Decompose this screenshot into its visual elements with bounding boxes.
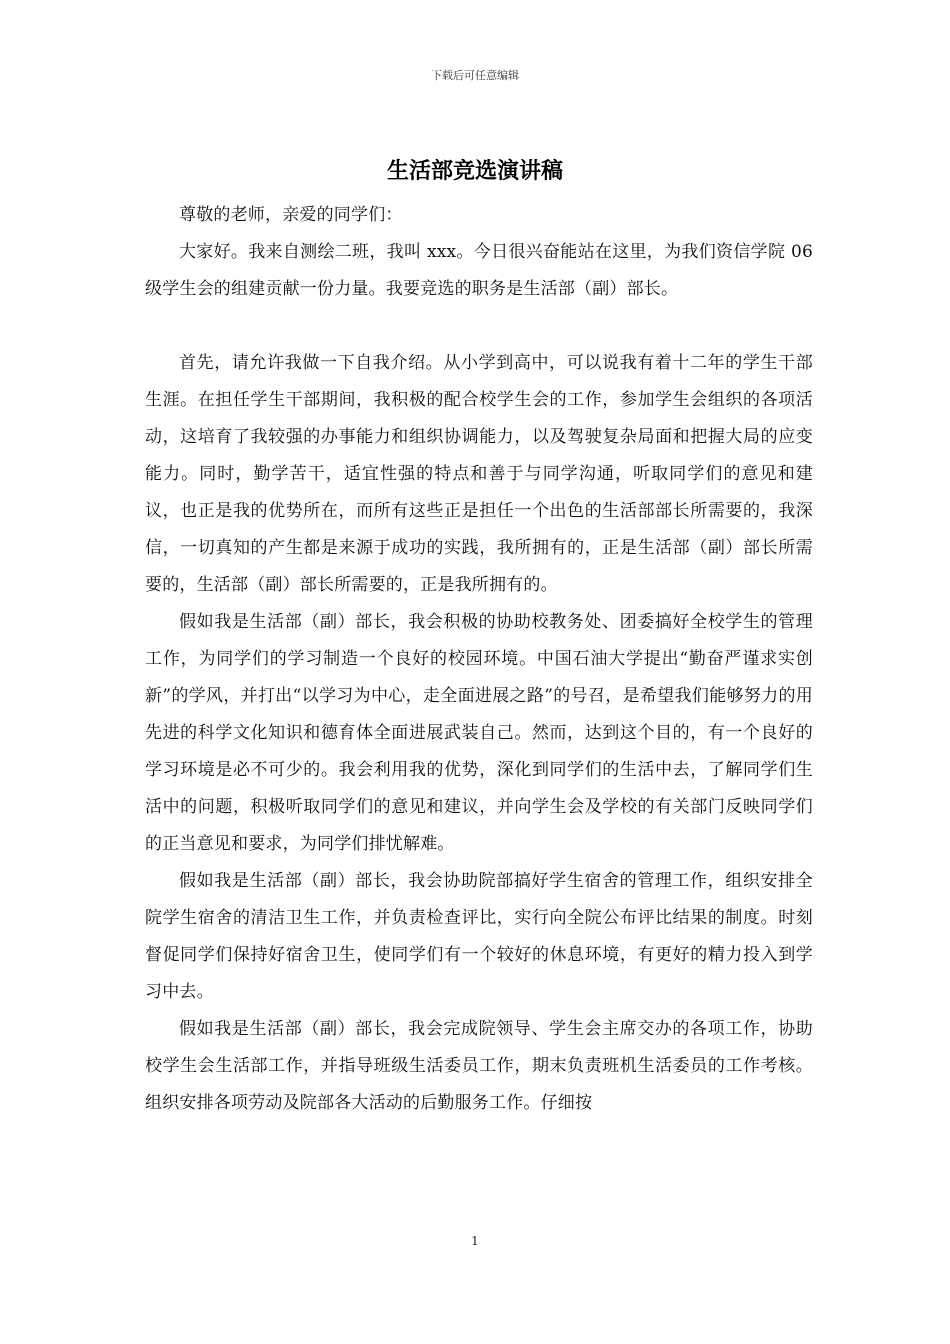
document-body: [145, 197, 813, 1122]
paragraph-introduction: 首先，请允许我做一下自我介绍。从小学到高中，可以说我有着十二年的学生干部生涯。在担任学生干部期间，我积极的配合校学生会的工作，参加学生会组织的各项活动，这培育了我较强的办事能力和组织协调能力，以及驾驶复杂局面和把握大局的应变能力。同时，勤学苦干，适宜性强的特点和善于与同学沟通，听取同学们的意见和建议，也正是我的优势所在，而所有这些正是担任一个出色的生活部部长所需要的，我深信，一切真知的产生都是来源于成功的实践，我所拥有的，正是生活部（副）部长所需要的，生活部（副）部长所需要的，正是我所拥有的。: [145, 353, 813, 595]
blank-line: [145, 308, 813, 345]
paragraph-study-environment: 假如我是生活部（副）部长，我会积极的协助校教务处、团委搞好全校学生的管理工作，为同学们的学习制造一个良好的校园环境。中国石油大学提出“勤奋严谨求实创新”的学风，并打出“以学习为中心，走全面进展之路”的号召，是希望我们能够努力的用先进的科学文化知识和德育体全面进展武装自己。然而，达到这个目的，有一个良好的学习环境是必不可少的。我会利用我的优势，深化到同学们的生活中去，了解同学们生活中的问题，积极听取同学们的意见和建议，并向学生会及学校的有关部门反映同学们的正当意见和要求，为同学们排忧解难。: [145, 612, 813, 854]
document-title: 生活部竞选演讲稿: [386, 158, 563, 184]
header-note: 下载后可任意编辑: [431, 69, 519, 82]
paragraph-dormitory: 假如我是生活部（副）部长，我会协助院部搞好学生宿舍的管理工作，组织安排全院学生宿舍的清洁卫生工作，并负责检查评比，实行向全院公布评比结果的制度。时刻督促同学们保持好宿舍卫生，使同学们有一个较好的休息环境，有更好的精力投入到学习中去。: [145, 871, 813, 1002]
paragraph-greeting: 大家好。我来自测绘二班，我叫 xxx。今日很兴奋能站在这里，为我们资信学院 06 级学生会的组建贡献一份力量。我要竞选的职务是生活部（副）部长。: [145, 242, 813, 299]
paragraph-duties: 假如我是生活部（副）部长，我会完成院领导、学生会主席交办的各项工作，协助校学生会生活部工作，并指导班级生活委员工作，期末负责班机生活委员的工作考核。组织安排各项劳动及院部各大活动的后勤服务工作。仔细按: [145, 1019, 813, 1113]
page-number: 1: [471, 1234, 479, 1248]
salutation: 尊敬的老师，亲爱的同学们：: [179, 205, 403, 225]
